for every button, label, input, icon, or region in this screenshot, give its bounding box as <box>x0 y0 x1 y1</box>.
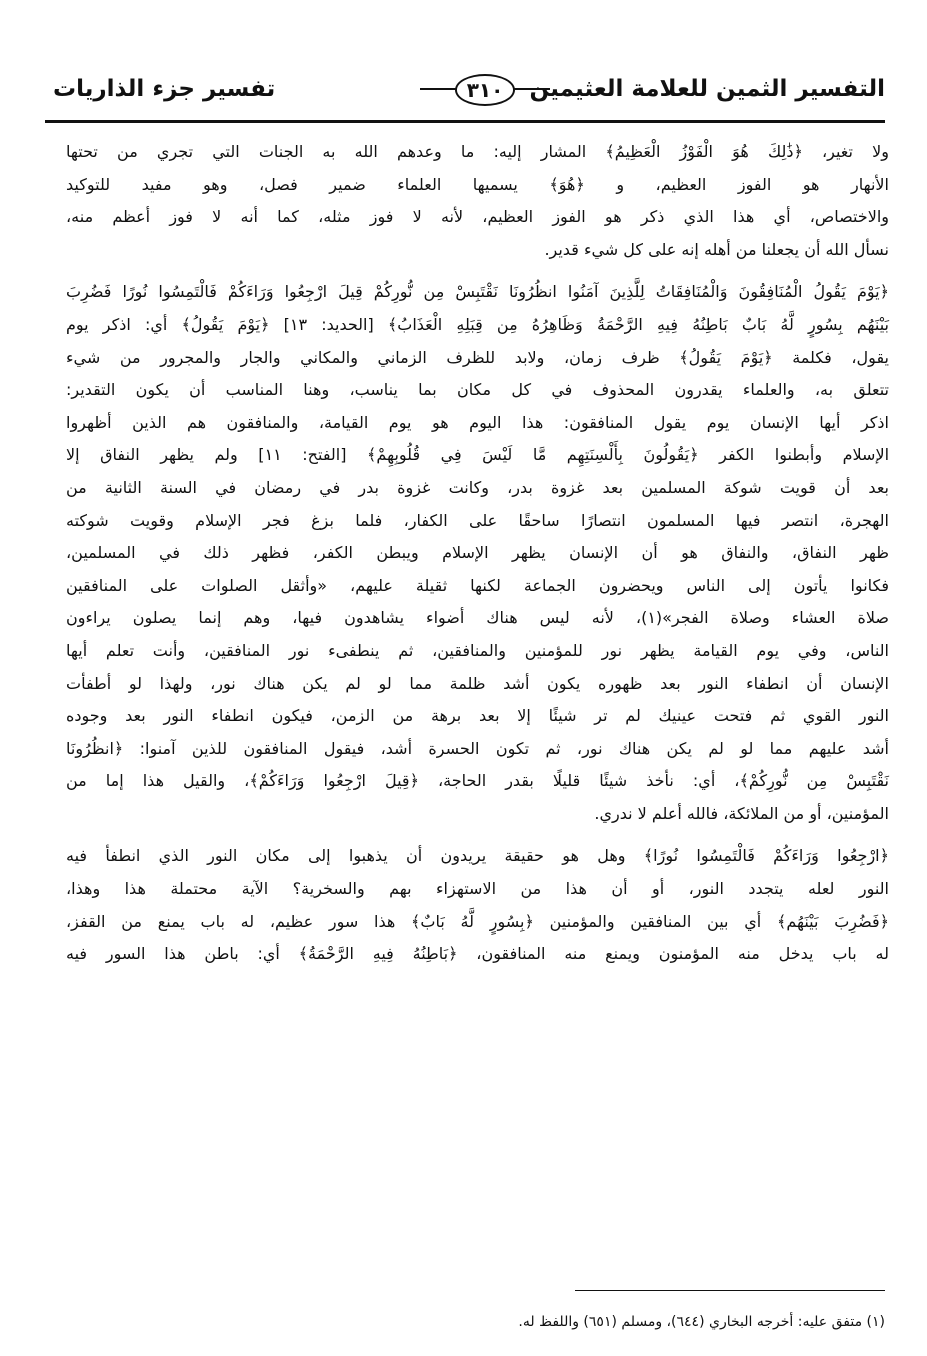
footnote-rule <box>575 1290 885 1291</box>
text-line: الناس، وفي يوم القيامة يظهر نور للمؤمنين والمنافقين، ثم ينطفىء نور المنافقين، وأنت تعلم أيها <box>66 640 889 660</box>
text-line: النور لعله يتجدد النور، أو أن هذا من الاستهزاء بهم والسخرية؟ الآية محتملة هذا وهذا، <box>66 879 889 899</box>
text-line: الأنهار هو الفوز العظيم، و ﴿هُوَ﴾ يسميها العلماء ضمير فصل، وهو مفيد للتوكيد <box>66 174 889 194</box>
text-line: بعد أن قويت شوكة المسلمين بعد غزوة بدر، وكانت غزوة بدر في رمضان في السنة الثانية من <box>66 477 889 497</box>
text-line: ﴿فَضُرِبَ بَيْنَهُم﴾ أي بين المنافقين والمؤمنين ﴿بِسُورٍ لَّهُ بَابٌ﴾ هذا سور عظيم، له باب يمنع من القفز، <box>66 911 889 931</box>
text-line: أشد عليهم مما لو لم يكن هناك نور، ثم تكون الحسرة أشد، فيقول المنافقون للذين آمنوا: ﴿انظُرُونَا <box>66 738 889 758</box>
text-line: الإنسان أن انطفاء النور بعد ظهوره يكون أشد ظلمة مما لو لم يكن هناك نور، ولهذا لو أطفأت <box>66 673 889 693</box>
text-line: فكانوا يأتون إلى الناس ويحضرون الجماعة لكنها ثقيلة عليهم، «وأثقل الصلوات على المنافقين <box>66 575 889 595</box>
page-header <box>45 68 885 120</box>
text-line: النور القوي ثم فتحت عينيك لم تر شيئًا إلا بعد برهة من الزمن، فيكون انطفاء النور بعد وجوده <box>66 706 889 726</box>
page-body <box>66 136 889 971</box>
header-rule <box>45 120 885 123</box>
text-line: نسأل الله أن يجعلنا من أهله إنه على كل شيء قدير. <box>544 239 889 259</box>
text-line: نَقْتَبِسْ مِن نُّورِكُمْ﴾، أي: نأخذ شيئًا قليلًا بقدر الحاجة، ﴿قِيلَ ارْجِعُوا وَرَاءَكُمْ﴾، والقيل هذا إما من <box>66 771 889 791</box>
text-line: يقول، فكلمة ﴿يَوْمَ يَقُولُ﴾ ظرف زمان، ولابد للظرف الزماني والمكاني والجار والمجرور من شيء <box>66 347 889 367</box>
text-line: الهجرة، انتصر فيها المسلمون انتصارًا ساحقًا على الكفار، فلما بزغ فجر الإسلام وقويت شوكته <box>66 510 889 530</box>
paragraph-gap <box>66 266 889 276</box>
text-line: ظهر النفاق، والنفاق هو أن الإنسان يظهر الإسلام ويبطن الكفر، فظهر ذلك في المسلمين، <box>66 543 889 563</box>
text-line: والاختصاص، أي هذا الذي ذكر هو الفوز العظيم، لأنه لا فوز مثله، كما أنه لا فوز أعظم منه، <box>66 207 889 227</box>
text-line: بَيْنَهُم بِسُورٍ لَّهُ بَابٌ بَاطِنُهُ فِيهِ الرَّحْمَةُ وَظَاهِرُهُ مِن قِبَلِهِ الْعَذَابُ﴾ [الحديد: ١٣] ﴿يَوْمَ يَقُولُ﴾ أي: اذكر يوم <box>66 314 889 334</box>
text-line: له باب يدخل منه المؤمنون ويمنع منه المنافقون، ﴿بَاطِنُهُ فِيهِ الرَّحْمَةُ﴾ أي: باطن هذا السور فيه <box>66 944 889 964</box>
text-line: المؤمنين، أو من الملائكة، فالله أعلم لا ندري. <box>594 803 889 823</box>
section-title: تفسير جزء الذاريات <box>53 76 276 102</box>
footnote: (١) متفق عليه: أخرجه البخاري (٦٤٤)، ومسلم (٦٥١) واللفظ له. <box>518 1314 885 1330</box>
text-line: ﴿ارْجِعُوا وَرَاءَكُمْ فَالْتَمِسُوا نُورًا﴾ وهل هو حقيقة يريدون أن يذهبوا إلى مكان النور الذي انطفأ فيه <box>66 846 889 866</box>
text-line: ولا تغير، ﴿ذَٰلِكَ هُوَ الْفَوْزُ الْعَظِيمُ﴾ المشار إليه: ما وعدهم الله به الجنات التي تجري من تحتها <box>66 142 889 161</box>
text-line: تتعلق به، والعلماء يقدرون المحذوف في كل مكان بما يناسب، وهنا المناسب أن يكون التقدير: <box>66 380 889 400</box>
page-number-ornament <box>440 74 530 108</box>
paragraph-gap <box>66 830 889 840</box>
text-line: الإسلام وأبطنوا الكفر ﴿يَقُولُونَ بِأَلْسِنَتِهِم مَّا لَيْسَ فِي قُلُوبِهِمْ﴾ [الفتح: ١١] ولم يظهر النفاق إلا <box>66 445 890 465</box>
text-line: اذكر أيها الإنسان يوم يقول المنافقون: هذا اليوم هو يوم القيامة، والمنافقون هم الذين أظهروا <box>66 412 889 432</box>
page-number: ٣١٠ <box>455 74 516 106</box>
book-title: التفسير الثمين للعلامة العثيمين <box>529 76 885 102</box>
text-line: ﴿يَوْمَ يَقُولُ الْمُنَافِقُونَ وَالْمُنَافِقَاتُ لِلَّذِينَ آمَنُوا انظُرُونَا نَقْتَبِسْ مِن نُّورِكُمْ قِيلَ ارْجِعُوا وَرَاءَكُمْ فَالْتَمِسُوا نُورًا فَضُرِبَ <box>66 282 889 302</box>
text-line: صلاة العشاء وصلاة الفجر»(١)، لأنه ليس هناك أضواء يشاهدون فيها، وهم إنما يصلون يراءون <box>66 608 890 628</box>
